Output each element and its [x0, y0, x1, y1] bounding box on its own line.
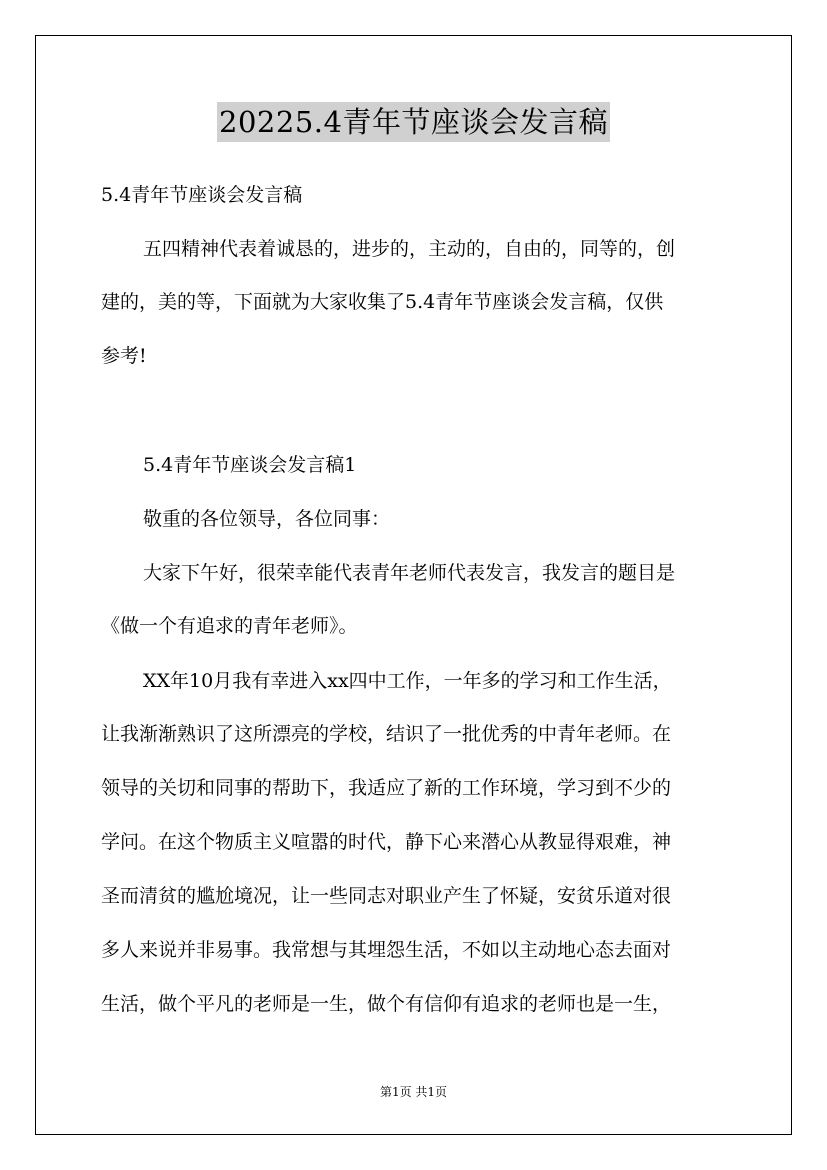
- para2-line-4: 学问。在这个物质主义喧嚣的时代，静下心来潜心从教显得艰难，神: [101, 831, 672, 853]
- para2-line-3: 领导的关切和同事的帮助下，我适应了新的工作环境，学习到不少的: [101, 777, 672, 799]
- para1-line-2: 《做一个有追求的青年老师》。: [101, 615, 358, 637]
- para2-line-1: XX年10月我有幸进入xx四中工作，一年多的学习和工作生活，: [143, 670, 672, 692]
- intro-line-2: 建的，美的等，下面就为大家收集了5.4青年节座谈会发言稿，仅供: [101, 291, 664, 313]
- document-title-text: 20225.4青年节座谈会发言稿: [217, 102, 610, 142]
- intro-line-1: 五四精神代表着诚恳的，进步的，主动的，自由的，同等的，创: [143, 238, 676, 260]
- page-footer: 第1页 共1页: [379, 1085, 448, 1099]
- section-heading: 5.4青年节座谈会发言稿1: [143, 454, 357, 476]
- subtitle: 5.4青年节座谈会发言稿: [101, 184, 303, 206]
- para2-line-6: 多人来说并非易事。我常想与其埋怨生活，不如以主动地心态去面对: [101, 939, 672, 961]
- para2-line-7: 生活，做个平凡的老师是一生，做个有信仰有追求的老师也是一生，: [101, 993, 672, 1015]
- intro-line-3: 参考!: [101, 345, 147, 367]
- document-title: [0, 102, 827, 142]
- para1-line-1: 大家下午好，很荣幸能代表青年老师代表发言，我发言的题目是: [143, 562, 676, 584]
- para2-line-2: 让我渐渐熟识了这所漂亮的学校，结识了一批优秀的中青年老师。在: [101, 723, 672, 745]
- para2-line-5: 圣而清贫的尴尬境况，让一些同志对职业产生了怀疑，安贫乐道对很: [101, 885, 672, 907]
- greeting: 敬重的各位领导，各位同事：: [143, 508, 391, 530]
